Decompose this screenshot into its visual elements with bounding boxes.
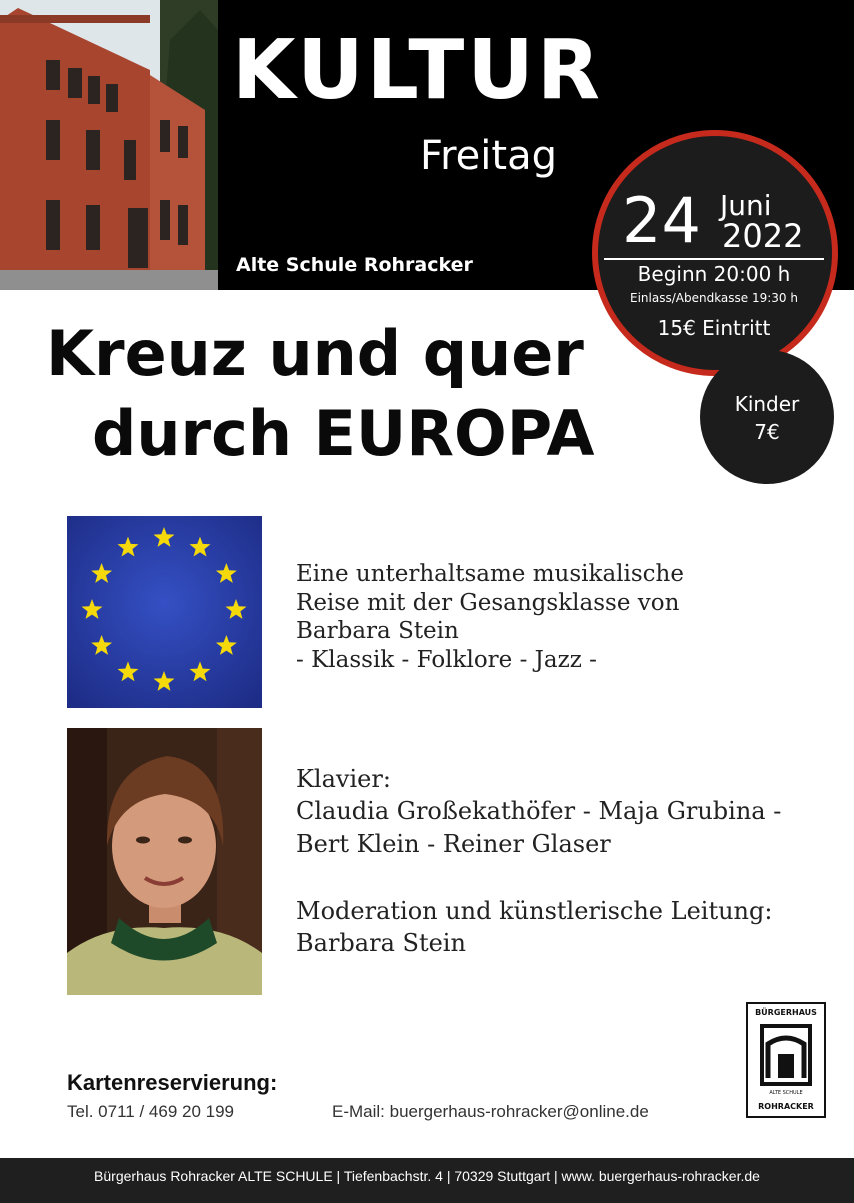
piano-names-line-1: Claudia Großekathöfer - Maja Grubina - <box>296 797 782 825</box>
kids-price-badge <box>700 350 834 484</box>
moderation-label: Moderation und künstlerische Leitung: <box>296 897 773 925</box>
event-series-title: KULTUR <box>232 23 604 118</box>
admission-price: 15€ Eintritt <box>657 316 771 340</box>
date-month: Juni <box>720 189 772 222</box>
school-building-photo <box>0 0 218 290</box>
moderation-name: Barbara Stein <box>296 929 466 957</box>
logo-text-top: BÜRGERHAUS <box>755 1008 817 1017</box>
kids-price: 7€ <box>754 420 780 444</box>
buergerhaus-logo <box>746 1002 826 1118</box>
description-line-2: Reise mit der Gesangsklasse von <box>296 590 680 616</box>
description-line-3: Barbara Stein <box>296 618 459 644</box>
venue-label: Alte Schule Rohracker <box>236 254 473 276</box>
portrait-photo <box>67 728 262 995</box>
eu-flag-icon <box>67 516 262 708</box>
piano-label: Klavier: <box>296 765 391 793</box>
description-line-1: Eine unterhaltsame musikalische <box>296 561 684 587</box>
kids-label: Kinder <box>734 392 800 416</box>
reservation-email: E-Mail: buergerhaus-rohracker@online.de <box>332 1102 649 1121</box>
event-series-subtitle: Freitag <box>420 133 557 179</box>
genre-line: - Klassik - Folklore - Jazz - <box>296 647 597 673</box>
footer-address: Bürgerhaus Rohracker ALTE SCHULE | Tiefenbachstr. 4 | 70329 Stuttgart | www. buergerhaus-rohracker.de <box>94 1168 760 1184</box>
piano-names-line-2: Bert Klein - Reiner Glaser <box>296 830 611 858</box>
reservation-heading: Kartenreservierung: <box>67 1070 278 1095</box>
event-title-line-1: Kreuz und quer <box>46 317 584 390</box>
entry-time: Einlass/Abendkasse 19:30 h <box>630 291 798 305</box>
date-divider <box>604 258 824 260</box>
logo-text-bottom: ROHRACKER <box>758 1102 814 1111</box>
logo-text-mini: ALTE SCHULE <box>769 1090 803 1096</box>
start-time: Beginn 20:00 h <box>637 262 791 286</box>
event-title-line-2: durch EUROPA <box>92 397 595 470</box>
reservation-phone: Tel. 0711 / 469 20 199 <box>67 1102 234 1121</box>
date-year: 2022 <box>722 217 804 255</box>
date-day: 24 <box>622 184 701 257</box>
